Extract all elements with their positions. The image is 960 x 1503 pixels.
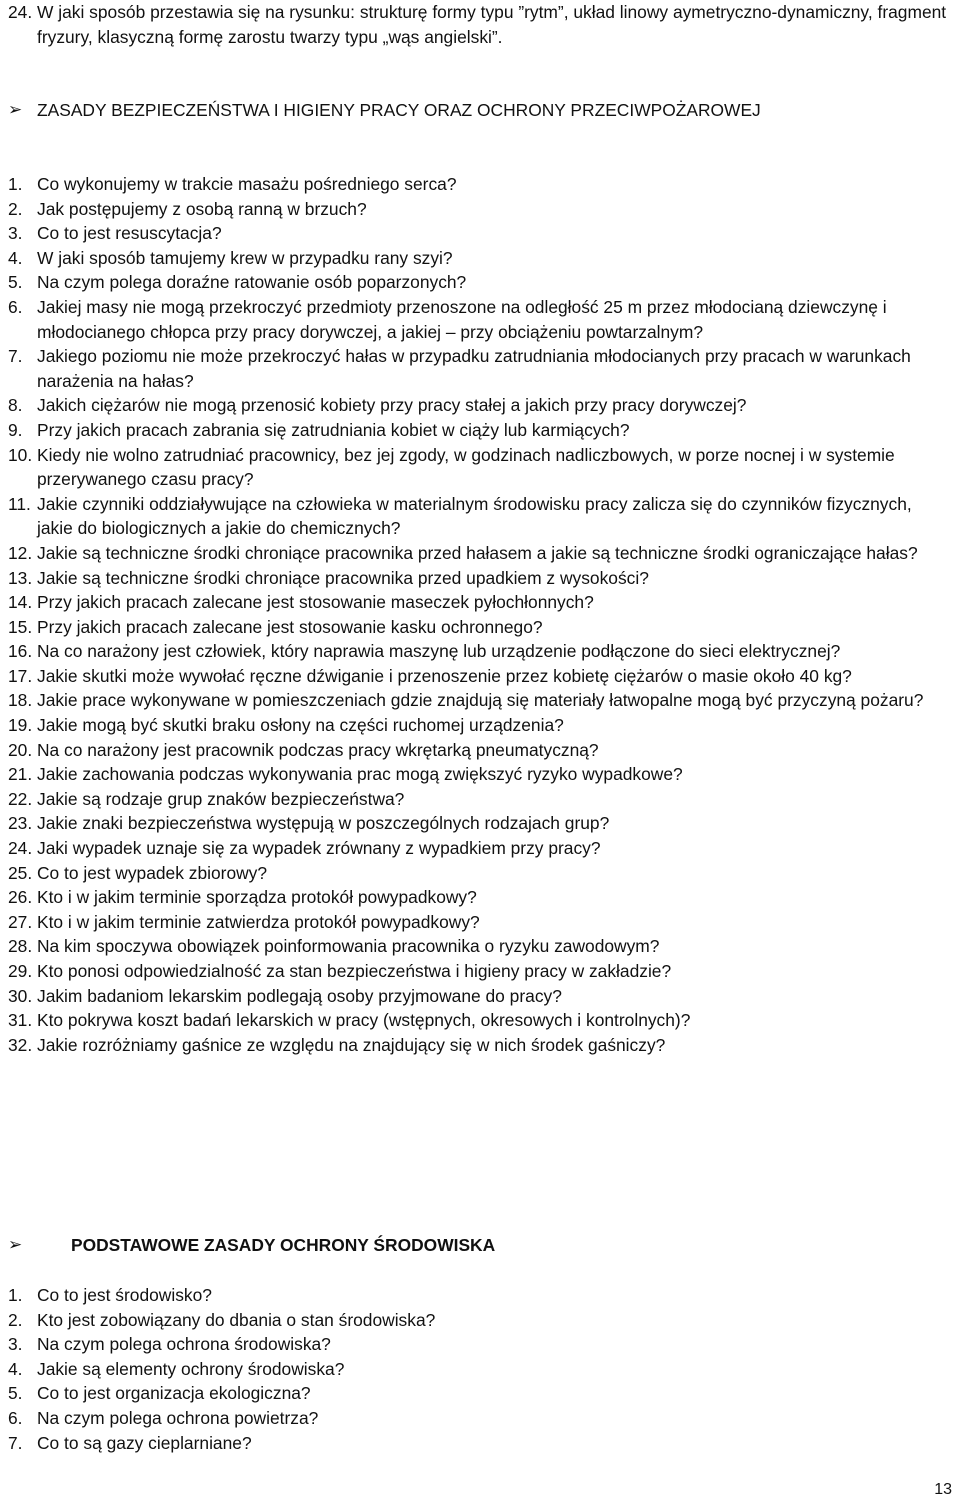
item-number: 14. [8,592,33,613]
item-number: 6. [8,296,23,317]
environment-question-list [8,1283,952,1455]
list-item [8,1283,952,1308]
item-text: Kto ponosi odpowiedzialność za stan bezpieczeństwa i higieny pracy w zakładzie? [37,961,672,981]
item-text: Przy jakich pracach zalecane jest stosowanie kasku ochronnego? [37,616,543,637]
item-text: Co to jest organizacja ekologiczna? [37,1383,311,1404]
item-text: Jakie prace wykonywane w pomieszczeniach gdzie znajdują się materiały łatwopalne mogą być przyczyną pożaru? [37,690,924,711]
item-number: 2. [8,198,23,219]
item-text: Jakie rozróżniamy gaśnice ze względu na znajdujący się w nich środek gaśniczy? [37,1034,666,1055]
item-number: 24. [8,838,33,859]
list-item [8,172,952,197]
list-item [8,959,952,984]
item-number: 17. [8,665,33,686]
item-text: Przy jakich pracach zalecane jest stosowanie maseczek pyłochłonnych? [37,592,594,613]
item-text: Jakie są elementy ochrony środowiska? [37,1358,345,1379]
item-text: Kto i w jakim terminie zatwierdza protokół powypadkowy? [37,911,480,932]
item-number: 26. [8,887,33,908]
list-item [8,1308,952,1333]
list-item [8,1332,952,1357]
item-text: Jakim badaniom lekarskim podlegają osoby przyjmowane do pracy? [37,985,562,1006]
item-text: W jaki sposób tamujemy krew w przypadku rany szyi? [37,247,453,268]
item-number: 20. [8,739,33,760]
item-number: 25. [8,862,33,883]
list-item [8,1357,952,1382]
list-item [8,1431,952,1456]
item-number: 16. [8,641,33,662]
item-number: 21. [8,764,33,785]
list-item [8,713,952,738]
item-number: 4. [8,247,23,268]
list-item [8,984,952,1009]
section-title: ZASADY BEZPIECZEŃSTWA I HIGIENY PRACY ORAZ OCHRONY PRZECIWPOŻAROWEJ [37,100,761,120]
item-text: Na kim spoczywa obowiązek poinformowania pracownika o ryzyku zawodowym? [37,936,660,957]
list-item [8,590,952,615]
list-item [8,221,952,246]
section-heading [8,98,952,123]
section-environment-heading-block [8,1233,952,1258]
list-item [8,393,952,418]
item-number: 32. [8,1034,33,1055]
list-item [8,934,952,959]
item-number: 28. [8,936,33,957]
item-number: 29. [8,961,33,981]
list-item [8,492,952,541]
item-text: Na co narażony jest człowiek, który naprawia maszynę lub urządzenie podłączone do sieci elektrycznej? [37,641,841,662]
list-item [8,811,952,836]
arrow-bullet-icon: ➢ [8,1235,23,1254]
item-text: Co wykonujemy w trakcie masażu pośredniego serca? [37,174,457,194]
list-item [8,885,952,910]
item-text: Jakie są techniczne środki chroniące pracownika przed hałasem a jakie są techniczne środki ograniczające hałas? [37,542,918,563]
item-text: Jakie znaki bezpieczeństwa występują w poszczególnych rodzajach grup? [37,813,610,834]
item-text: Jak postępujemy z osobą ranną w brzuch? [37,198,367,219]
item-text: Co to są gazy cieplarniane? [37,1432,252,1453]
section-safety-heading-block [8,98,952,123]
item-number: 10. [8,444,33,465]
item-number: 13. [8,567,33,588]
item-text: Jakiej masy nie mogą przekroczyć przedmioty przenoszone na odległość 25 m przez młodocianą dziewczynę i młodocianego chłopca przy pracy dorywczej, a jakiej – przy obciążeniu powtarzalnym? [37,296,887,342]
list-item [8,787,952,812]
item-number: 30. [8,985,33,1006]
item-number: 5. [8,1383,23,1404]
list-item [8,0,952,49]
top-question-block [8,0,952,49]
list-item [8,443,952,492]
list-item [8,688,952,713]
item-number: 7. [8,1432,23,1453]
section-title: PODSTAWOWE ZASADY OCHRONY ŚRODOWISKA [71,1235,496,1255]
list-item [8,762,952,787]
page-number: 13 [934,1481,952,1498]
item-number: 23. [8,813,33,834]
item-text: Kiedy nie wolno zatrudniać pracownicy, bez jej zgody, w godzinach nadliczbowych, w porze nocnej i w systemie przerywanego czasu pracy? [37,444,895,490]
list-item [8,246,952,271]
list-item [8,738,952,763]
item-text: Na czym polega ochrona środowiska? [37,1334,331,1355]
item-text: W jaki sposób przestawia się na rysunku: strukturę formy typu ”rytm”, układ linowy aymetryczno-dynamiczny, fragment fryzury, klasyczną formę zarostu twarzy typu „wąs angielski”. [37,2,947,47]
list-item [8,1381,952,1406]
item-text: Kto i w jakim terminie sporządza protokół powypadkowy? [37,887,477,908]
list-item [8,910,952,935]
list-item [8,197,952,222]
item-number: 12. [8,542,33,563]
item-text: Kto pokrywa koszt badań lekarskich w pracy (wstępnych, okresowych i kontrolnych)? [37,1010,691,1031]
list-item [8,295,952,344]
item-text: Jakie są rodzaje grup znaków bezpieczeństwa? [37,788,405,809]
item-number: 24. [8,2,33,22]
item-number: 18. [8,690,33,711]
item-number: 7. [8,346,23,367]
arrow-bullet-icon: ➢ [8,100,23,119]
list-item [8,861,952,886]
item-text: Na czym polega doraźne ratowanie osób poparzonych? [37,272,467,293]
item-text: Co to jest środowisko? [37,1285,212,1305]
list-item [8,1008,952,1033]
item-number: 3. [8,1334,23,1355]
item-number: 11. [8,493,31,514]
item-text: Jakie są techniczne środki chroniące pracownika przed upadkiem z wysokości? [37,567,649,588]
list-item [8,270,952,295]
item-number: 4. [8,1358,23,1379]
item-text: Co to jest resuscytacja? [37,223,222,244]
item-text: Na co narażony jest pracownik podczas pracy wkrętarką pneumatyczną? [37,739,599,760]
item-number: 15. [8,616,33,637]
item-number: 1. [8,174,23,194]
safety-question-list [8,172,952,1057]
item-number: 9. [8,419,23,440]
item-number: 27. [8,911,33,932]
list-item [8,639,952,664]
item-number: 5. [8,272,23,293]
item-number: 6. [8,1407,23,1428]
item-text: Jaki wypadek uznaje się za wypadek zrównany z wypadkiem przy pracy? [37,838,601,859]
section-heading [8,1233,952,1258]
list-item [8,566,952,591]
item-number: 1. [8,1285,23,1305]
item-number: 31. [8,1010,33,1031]
item-text: Co to jest wypadek zbiorowy? [37,862,268,883]
list-item [8,418,952,443]
item-text: Jakie mogą być skutki braku osłony na części ruchomej urządzenia? [37,715,564,736]
list-item [8,664,952,689]
item-number: 3. [8,223,23,244]
item-text: Przy jakich pracach zabrania się zatrudniania kobiet w ciąży lub karmiących? [37,419,630,440]
list-item [8,615,952,640]
item-text: Jakich ciężarów nie mogą przenosić kobiety przy pracy stałej a jakich przy pracy dorywczej? [37,395,747,416]
item-text: Jakiego poziomu nie może przekroczyć hałas w przypadku zatrudniania młodocianych przy pracach w warunkach narażenia na hałas? [37,346,911,391]
item-text: Kto jest zobowiązany do dbania o stan środowiska? [37,1309,436,1330]
item-text: Jakie zachowania podczas wykonywania prac mogą zwiększyć ryzyko wypadkowe? [37,764,683,785]
list-item [8,344,952,393]
list-item [8,836,952,861]
list-item [8,1033,952,1058]
item-number: 22. [8,788,33,809]
item-text: Na czym polega ochrona powietrza? [37,1407,319,1428]
item-number: 8. [8,395,23,416]
list-item [8,1406,952,1431]
item-number: 2. [8,1309,23,1330]
item-text: Jakie skutki może wywołać ręczne dźwiganie i przenoszenie przez kobietę ciężarów o masie około 40 kg? [37,665,852,686]
item-text: Jakie czynniki oddziaływujące na człowieka w materialnym środowisku pracy zalicza się do czynników fizycznych, jakie do biologicznych a jakie do chemicznych? [37,493,912,539]
list-item [8,541,952,566]
item-number: 19. [8,715,33,736]
